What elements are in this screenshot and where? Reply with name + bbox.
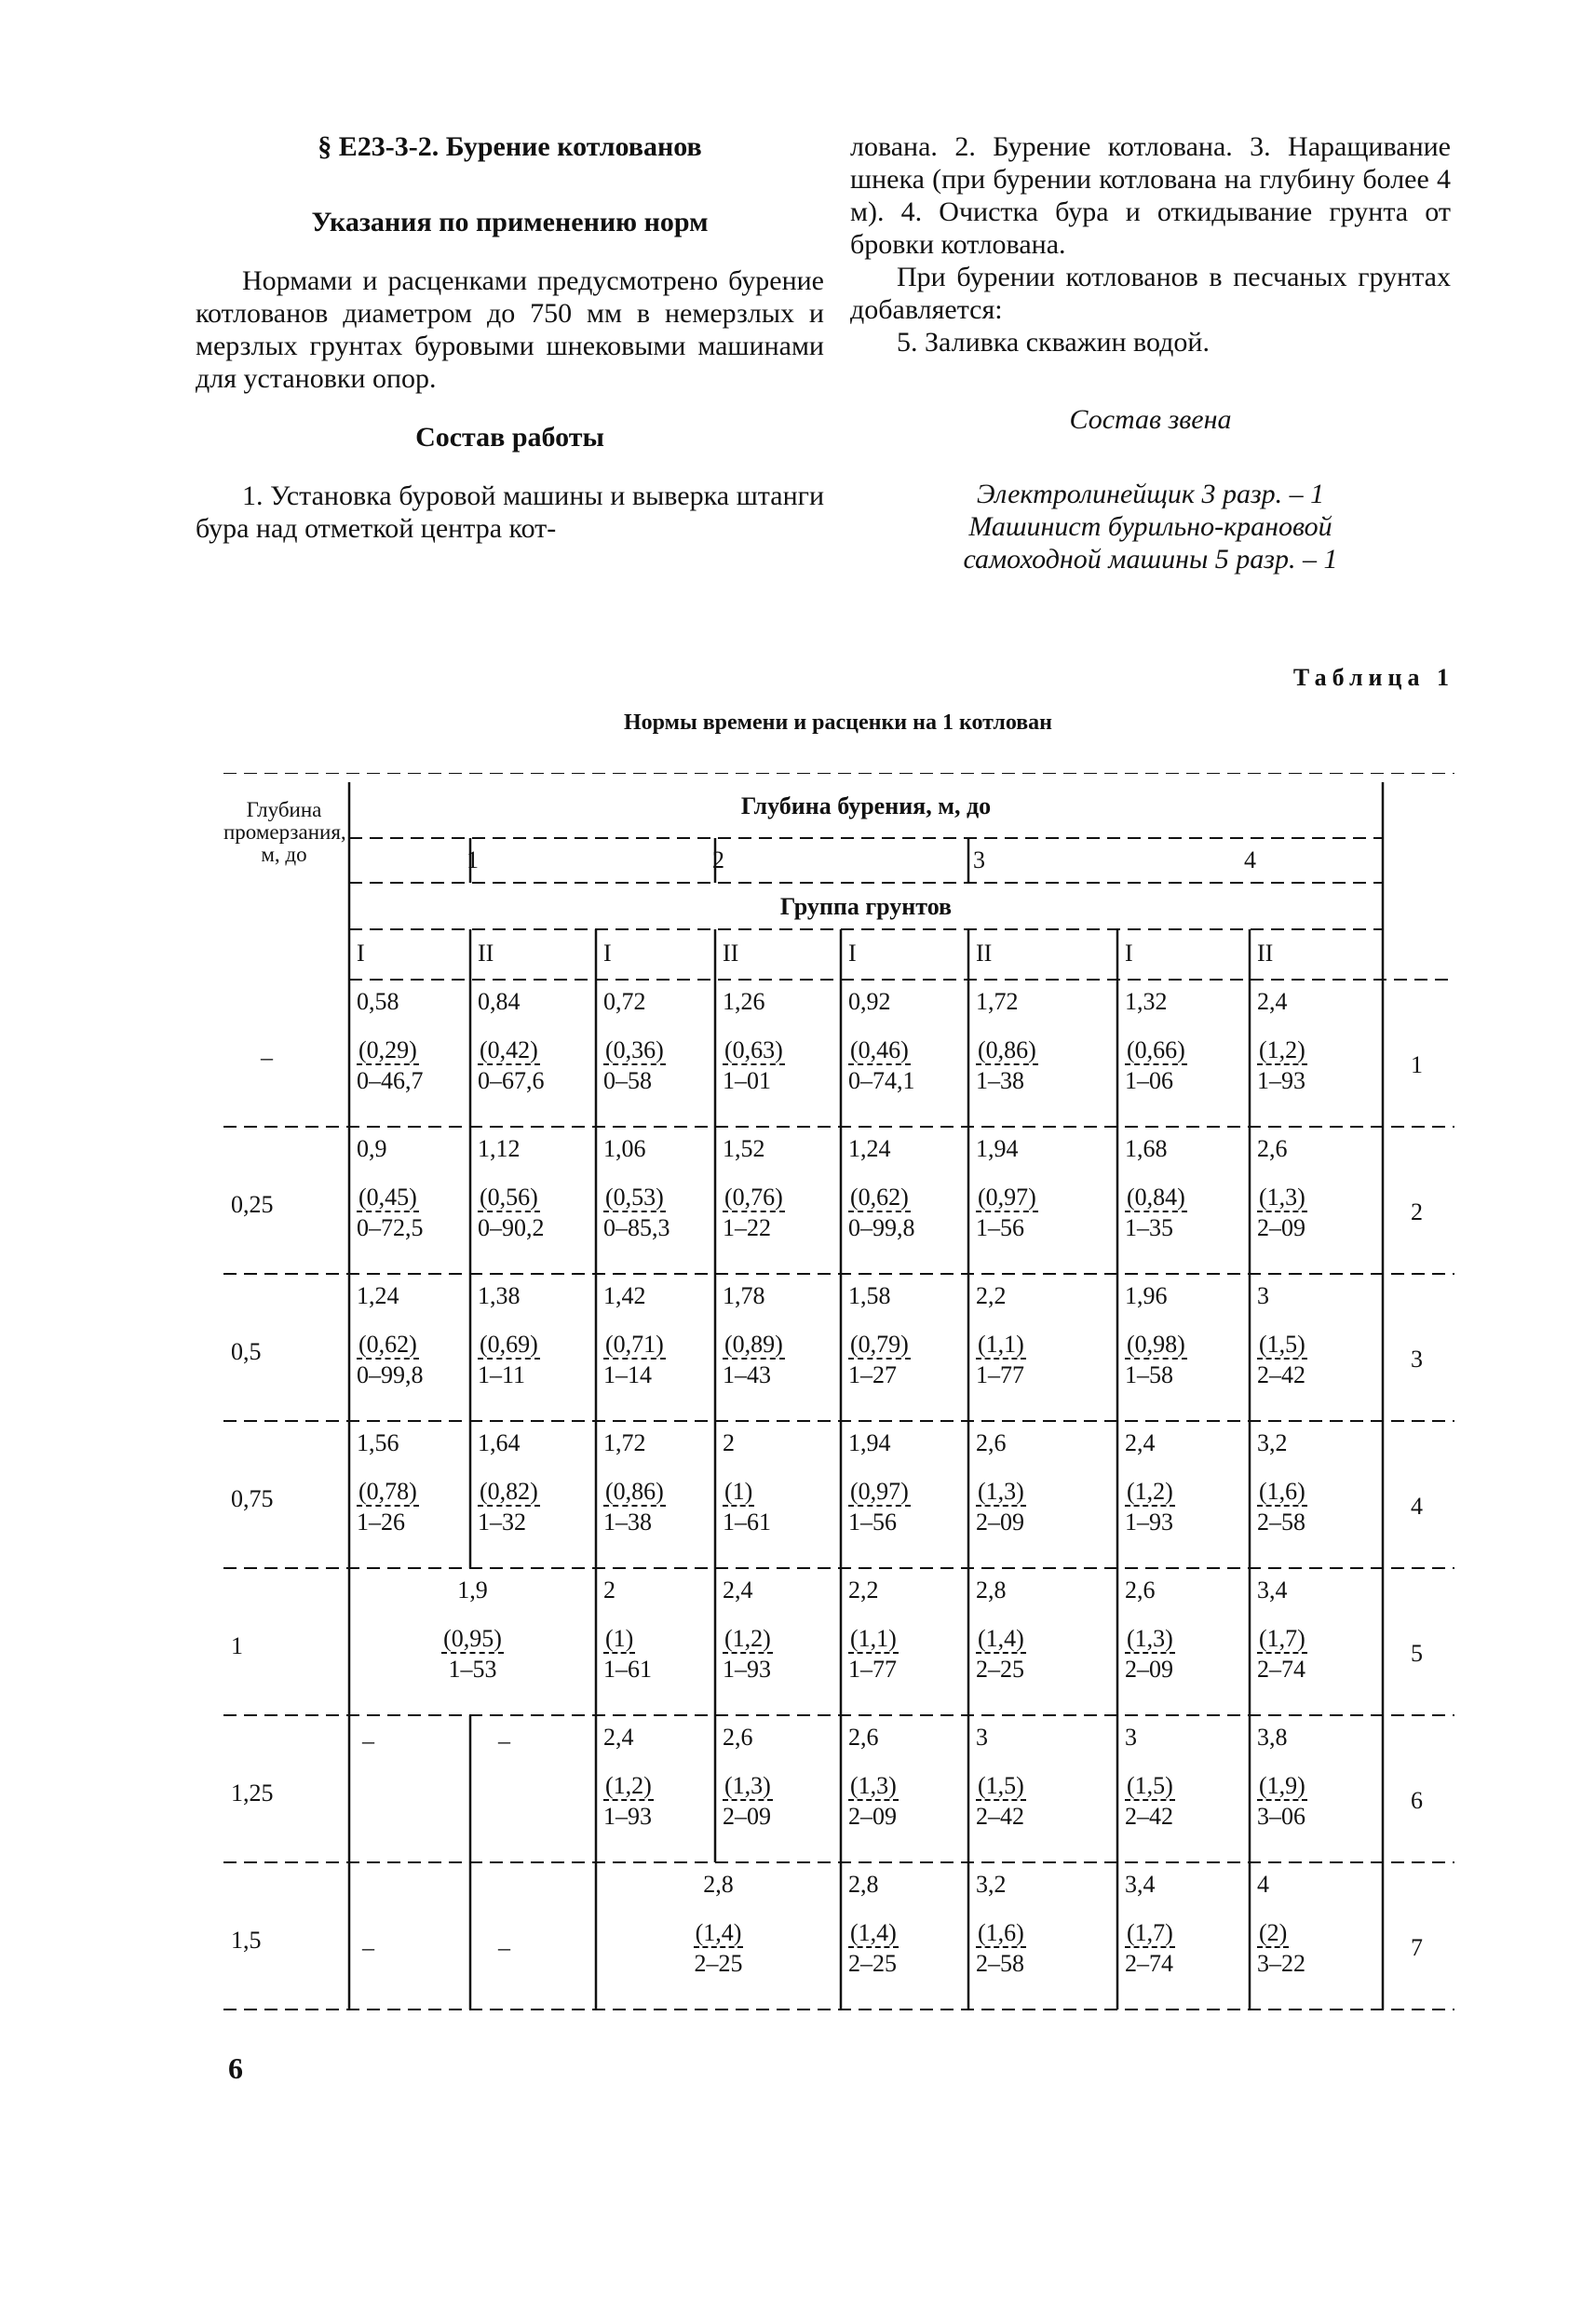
time-norm: 1,64 <box>478 1429 521 1456</box>
table-cell <box>478 989 545 1094</box>
time-norm: 2,2 <box>976 1282 1007 1309</box>
price-rate: 0–90,2 <box>478 1214 545 1241</box>
freeze-depth-value: 0,25 <box>231 1191 274 1218</box>
machine-time: (0,63) <box>724 1036 783 1063</box>
row-number: 4 <box>1411 1493 1423 1520</box>
soil-group-7: I <box>1125 940 1133 967</box>
empty-cell-dash: – <box>362 1727 374 1754</box>
price-rate: 1–38 <box>976 1067 1024 1094</box>
time-norm: 2,4 <box>603 1724 634 1751</box>
price-rate: 1–01 <box>723 1067 771 1094</box>
time-norm: 1,24 <box>357 1282 399 1309</box>
time-norm: 1,72 <box>976 988 1019 1015</box>
machine-time: (0,62) <box>358 1331 417 1358</box>
soil-group-3: I <box>603 940 612 967</box>
guidance-text: Нормами и расценками предусмотрено бурение котлованов диаметром до 750 мм в немерзлых и мерзлых грунтах буровыми шнековыми машинами для установки опор. <box>196 265 824 394</box>
machine-time: (1,1) <box>850 1625 897 1652</box>
machine-time: (1,7) <box>1127 1919 1173 1946</box>
machine-time: (1,5) <box>1127 1772 1173 1799</box>
time-norm: 1,94 <box>848 1429 891 1456</box>
price-rate: 2–42 <box>976 1803 1024 1830</box>
price-rate: 2–09 <box>723 1803 771 1830</box>
time-norm: 1,38 <box>478 1282 521 1309</box>
machine-time: (1,2) <box>1259 1036 1305 1063</box>
table-cell <box>848 1872 899 1977</box>
time-norm: 0,84 <box>478 988 521 1015</box>
empty-cell-dash: – <box>362 1934 374 1961</box>
time-norm: 1,78 <box>723 1282 765 1309</box>
price-rate: 2–09 <box>1257 1214 1305 1241</box>
price-rate: 1–43 <box>723 1361 771 1388</box>
price-rate: 1–26 <box>357 1509 405 1536</box>
time-norm: 3,4 <box>1125 1871 1156 1898</box>
crew-item-2: Машинист бурильно-крановой самоходной машины 5 разр. – 1 <box>963 511 1338 575</box>
price-rate: 2–58 <box>1257 1509 1305 1536</box>
table-cell <box>976 1283 1026 1388</box>
row-number: 6 <box>1411 1787 1423 1814</box>
time-norm: 1,72 <box>603 1429 646 1456</box>
price-rate: 1–35 <box>1125 1214 1173 1241</box>
machine-time: (1,3) <box>850 1772 897 1799</box>
work-heading: Состав работы <box>415 422 604 453</box>
machine-time: (0,97) <box>850 1478 909 1505</box>
table-cell <box>976 1430 1026 1536</box>
machine-time: (1,4) <box>978 1625 1024 1652</box>
machine-time: (0,56) <box>480 1184 538 1211</box>
machine-time: (0,66) <box>1127 1036 1185 1063</box>
table-cell <box>603 989 666 1094</box>
freeze-depth-value: 0,5 <box>231 1338 262 1365</box>
drill-depth-header: Глубина бурения, м, до <box>740 792 992 819</box>
row-number: 7 <box>1411 1934 1423 1961</box>
price-rate: 1–56 <box>848 1509 897 1536</box>
price-rate: 1–93 <box>603 1803 652 1830</box>
machine-time: (1,5) <box>978 1772 1024 1799</box>
page-number: 6 <box>228 2051 243 2085</box>
price-rate: 1–38 <box>603 1509 652 1536</box>
price-rate: 1–06 <box>1125 1067 1173 1094</box>
time-norm: 2,6 <box>976 1429 1007 1456</box>
machine-time: (0,86) <box>978 1036 1036 1063</box>
machine-time: (1,3) <box>724 1772 771 1799</box>
machine-time: (1) <box>605 1625 634 1652</box>
time-norm: 1,9 <box>457 1576 488 1604</box>
price-rate: 1–93 <box>723 1656 771 1683</box>
price-rate: 0–85,3 <box>603 1214 670 1241</box>
time-norm: 2,2 <box>848 1576 879 1604</box>
machine-time: (0,97) <box>978 1184 1036 1211</box>
table-cell <box>357 1430 419 1536</box>
price-rate: 0–67,6 <box>478 1067 545 1094</box>
price-rate: 2–25 <box>976 1656 1024 1683</box>
table-cell <box>357 1283 424 1388</box>
empty-cell-dash: – <box>498 1727 510 1754</box>
soil-group-2: II <box>478 940 494 967</box>
freeze-depth-value: 0,75 <box>231 1485 274 1512</box>
machine-time: (1,9) <box>1259 1772 1305 1799</box>
price-rate: 0–99,8 <box>357 1361 424 1388</box>
table-cell <box>1125 989 1187 1094</box>
table-cell <box>1257 1136 1307 1241</box>
time-norm: 0,58 <box>357 988 399 1015</box>
work-text-start: 1. Установка буровой машины и выверка штанги бура над отметкой центра кот- <box>196 480 824 544</box>
table-cell <box>848 1577 899 1683</box>
machine-time: (0,29) <box>358 1036 417 1063</box>
machine-time: (0,53) <box>605 1184 664 1211</box>
price-rate: 2–42 <box>1257 1361 1305 1388</box>
price-rate: 2–74 <box>1257 1656 1305 1683</box>
machine-time: (1,6) <box>1259 1478 1305 1505</box>
right-column <box>850 130 1451 575</box>
time-norm: 2,8 <box>848 1871 879 1898</box>
soil-group-4: II <box>723 940 739 967</box>
machine-time: (0,45) <box>358 1184 417 1211</box>
soil-group-5: I <box>848 940 857 967</box>
price-rate: 1–32 <box>478 1509 526 1536</box>
table-cell <box>1257 1430 1307 1536</box>
table-cell <box>1257 989 1307 1094</box>
price-rate: 0–74,1 <box>848 1067 915 1094</box>
time-norm: 2,6 <box>848 1724 879 1751</box>
time-norm: 2,6 <box>723 1724 753 1751</box>
time-norm: 1,32 <box>1125 988 1168 1015</box>
time-norm: 3 <box>1125 1724 1137 1751</box>
freeze-depth-header: Глубина промерзания, м, до <box>223 798 346 866</box>
time-norm: 2 <box>723 1429 735 1456</box>
empty-cell-dash: – <box>498 1934 510 1961</box>
time-norm: 2,8 <box>976 1576 1007 1604</box>
machine-time: (0,62) <box>850 1184 909 1211</box>
table-cell <box>848 989 915 1094</box>
table-cell <box>478 1283 540 1388</box>
soil-group-1: I <box>357 940 365 967</box>
table-cell <box>1257 1872 1305 1977</box>
table-cell <box>723 1136 785 1241</box>
table-cell <box>723 1283 785 1388</box>
machine-time: (1,7) <box>1259 1625 1305 1652</box>
table-cell <box>848 1136 915 1241</box>
freeze-depth-value: 1 <box>231 1632 243 1659</box>
section-title: § E23-3-2. Бурение котлованов <box>318 131 702 162</box>
machine-time: (2) <box>1259 1919 1288 1946</box>
time-norm: 1,24 <box>848 1135 891 1162</box>
machine-time: (0,79) <box>850 1331 909 1358</box>
machine-time: (0,78) <box>358 1478 417 1505</box>
table-cell <box>603 1430 666 1536</box>
time-norm: 3,8 <box>1257 1724 1288 1751</box>
price-rate: 0–58 <box>603 1067 652 1094</box>
sand-item: 5. Заливка скважин водой. <box>897 327 1210 358</box>
time-norm: 1,42 <box>603 1282 646 1309</box>
price-rate: 2–09 <box>976 1509 1024 1536</box>
machine-time: (1,3) <box>1259 1184 1305 1211</box>
table-cell <box>603 1725 654 1830</box>
time-norm: 1,96 <box>1125 1282 1168 1309</box>
table-title: Нормы времени и расценки на 1 котлован <box>623 710 1053 735</box>
price-rate: 0–99,8 <box>848 1214 915 1241</box>
table-cell-merged <box>349 1577 596 1683</box>
time-norm: 2,6 <box>1257 1135 1288 1162</box>
price-rate: 1–27 <box>848 1361 897 1388</box>
table-cell <box>976 1872 1026 1977</box>
drill-depth-1: 1 <box>467 846 479 873</box>
time-norm: 2,6 <box>1125 1576 1156 1604</box>
machine-time: (1,3) <box>1127 1625 1173 1652</box>
price-rate: 2–25 <box>694 1950 743 1977</box>
table-cell <box>723 989 785 1094</box>
machine-time: (1,6) <box>978 1919 1024 1946</box>
price-rate: 1–61 <box>603 1656 652 1683</box>
machine-time: (0,89) <box>724 1331 783 1358</box>
table-cell <box>603 1136 670 1241</box>
row-number: 3 <box>1411 1346 1423 1373</box>
time-norm: 2 <box>603 1576 615 1604</box>
soil-group-header: Группа грунтов <box>779 893 953 920</box>
time-norm: 1,58 <box>848 1282 891 1309</box>
price-rate: 3–06 <box>1257 1803 1305 1830</box>
time-norm: 2,4 <box>723 1576 753 1604</box>
time-norm: 3 <box>1257 1282 1269 1309</box>
machine-time: (0,86) <box>605 1478 664 1505</box>
time-norm: 2,4 <box>1125 1429 1156 1456</box>
machine-time: (0,42) <box>480 1036 538 1063</box>
time-norm: 0,72 <box>603 988 646 1015</box>
time-norm: 2,8 <box>703 1871 734 1898</box>
machine-time: (0,36) <box>605 1036 664 1063</box>
price-rate: 0–72,5 <box>357 1214 424 1241</box>
time-norm: 1,06 <box>603 1135 646 1162</box>
table-cell <box>603 1283 666 1388</box>
machine-time: (1,2) <box>724 1625 771 1652</box>
norms-table <box>223 773 1454 2011</box>
table-cell <box>1125 1725 1175 1830</box>
crew-item-1: Электролинейщик 3 разр. – 1 <box>976 479 1325 509</box>
time-norm: 3,2 <box>976 1871 1007 1898</box>
price-rate: 2–74 <box>1125 1950 1173 1977</box>
price-rate: 1–22 <box>723 1214 771 1241</box>
table-cell <box>1257 1283 1307 1388</box>
price-rate: 1–61 <box>723 1509 771 1536</box>
machine-time: (1,1) <box>978 1331 1024 1358</box>
freeze-depth-value: 1,5 <box>231 1927 262 1954</box>
machine-time: (0,71) <box>605 1331 664 1358</box>
guidance-heading: Указания по применению норм <box>311 207 709 237</box>
table-cell <box>848 1725 899 1830</box>
table-cell <box>976 1725 1026 1830</box>
row-number: 1 <box>1411 1051 1423 1078</box>
table-cell <box>723 1725 773 1830</box>
table-label: Таблица 1 <box>1292 664 1454 691</box>
price-rate: 2–42 <box>1125 1803 1173 1830</box>
price-rate: 2–09 <box>1125 1656 1173 1683</box>
drill-depth-4: 4 <box>1244 846 1256 873</box>
time-norm: 0,92 <box>848 988 891 1015</box>
table-cell <box>1125 1136 1187 1241</box>
table-cell <box>357 989 424 1094</box>
freeze-depth-value: 1,25 <box>231 1779 274 1807</box>
time-norm: 1,26 <box>723 988 765 1015</box>
price-rate: 1–93 <box>1257 1067 1305 1094</box>
time-norm: 3 <box>976 1724 988 1751</box>
table-cell <box>1125 1577 1175 1683</box>
freeze-depth-value: – <box>261 1044 273 1071</box>
machine-time: (0,98) <box>1127 1331 1185 1358</box>
table-cell <box>848 1283 911 1388</box>
price-rate: 2–09 <box>848 1803 897 1830</box>
machine-time: (0,82) <box>480 1478 538 1505</box>
table-cell <box>478 1430 540 1536</box>
crew-heading: Состав звена <box>1069 404 1232 435</box>
machine-time: (1,2) <box>1127 1478 1173 1505</box>
machine-time: (1,2) <box>605 1772 652 1799</box>
drill-depth-2: 2 <box>712 846 724 873</box>
table-cell <box>603 1577 652 1683</box>
table-cell <box>976 989 1038 1094</box>
machine-time: (1,3) <box>978 1478 1024 1505</box>
table-cell <box>723 1430 771 1536</box>
table-cell <box>1257 1577 1307 1683</box>
time-norm: 1,56 <box>357 1429 399 1456</box>
soil-group-8: II <box>1257 940 1274 967</box>
time-norm: 1,52 <box>723 1135 765 1162</box>
sand-text: При бурении котлованов в песчаных грунтах добавляется: <box>850 262 1451 325</box>
machine-time: (1,4) <box>850 1919 897 1946</box>
table-cell <box>976 1577 1026 1683</box>
price-rate: 1–77 <box>976 1361 1024 1388</box>
drill-depth-3: 3 <box>973 846 985 873</box>
price-rate: 3–22 <box>1257 1950 1305 1977</box>
table-cell <box>357 1136 424 1241</box>
price-rate: 2–58 <box>976 1950 1024 1977</box>
table-cell <box>478 1136 545 1241</box>
time-norm: 4 <box>1257 1871 1269 1898</box>
time-norm: 0,9 <box>357 1135 387 1162</box>
soil-group-6: II <box>976 940 993 967</box>
time-norm: 1,68 <box>1125 1135 1168 1162</box>
left-column <box>196 130 824 545</box>
machine-time: (0,76) <box>724 1184 783 1211</box>
machine-time: (0,69) <box>480 1331 538 1358</box>
table-cell <box>723 1577 773 1683</box>
time-norm: 1,94 <box>976 1135 1019 1162</box>
price-rate: 0–46,7 <box>357 1067 424 1094</box>
table-cell-merged <box>596 1872 841 1977</box>
price-rate: 1–53 <box>448 1656 497 1683</box>
work-text-continued: лована. 2. Бурение котлована. 3. Наращивание шнека (при бурении котлована на глубину более 4 м). 4. Очистка бура и откидывание грунта от бровки котлована. <box>850 131 1451 260</box>
machine-time: (1) <box>724 1478 753 1505</box>
machine-time: (0,46) <box>850 1036 909 1063</box>
price-rate: 1–14 <box>603 1361 652 1388</box>
machine-time: (0,95) <box>443 1625 502 1652</box>
price-rate: 1–93 <box>1125 1509 1173 1536</box>
time-norm: 1,12 <box>478 1135 521 1162</box>
table-cell <box>976 1136 1038 1241</box>
machine-time: (1,5) <box>1259 1331 1305 1358</box>
table-cell <box>1125 1283 1187 1388</box>
price-rate: 1–58 <box>1125 1361 1173 1388</box>
time-norm: 3,2 <box>1257 1429 1288 1456</box>
table-cell <box>1125 1872 1175 1977</box>
time-norm: 2,4 <box>1257 988 1288 1015</box>
table-cell <box>1125 1430 1175 1536</box>
row-number: 5 <box>1411 1640 1423 1667</box>
machine-time: (0,84) <box>1127 1184 1185 1211</box>
price-rate: 1–56 <box>976 1214 1024 1241</box>
row-number: 2 <box>1411 1198 1423 1225</box>
table-cell <box>848 1430 911 1536</box>
price-rate: 2–25 <box>848 1950 897 1977</box>
machine-time: (1,4) <box>695 1919 742 1946</box>
price-rate: 1–11 <box>478 1361 526 1388</box>
price-rate: 1–77 <box>848 1656 897 1683</box>
table-cell <box>1257 1725 1307 1830</box>
time-norm: 3,4 <box>1257 1576 1288 1604</box>
